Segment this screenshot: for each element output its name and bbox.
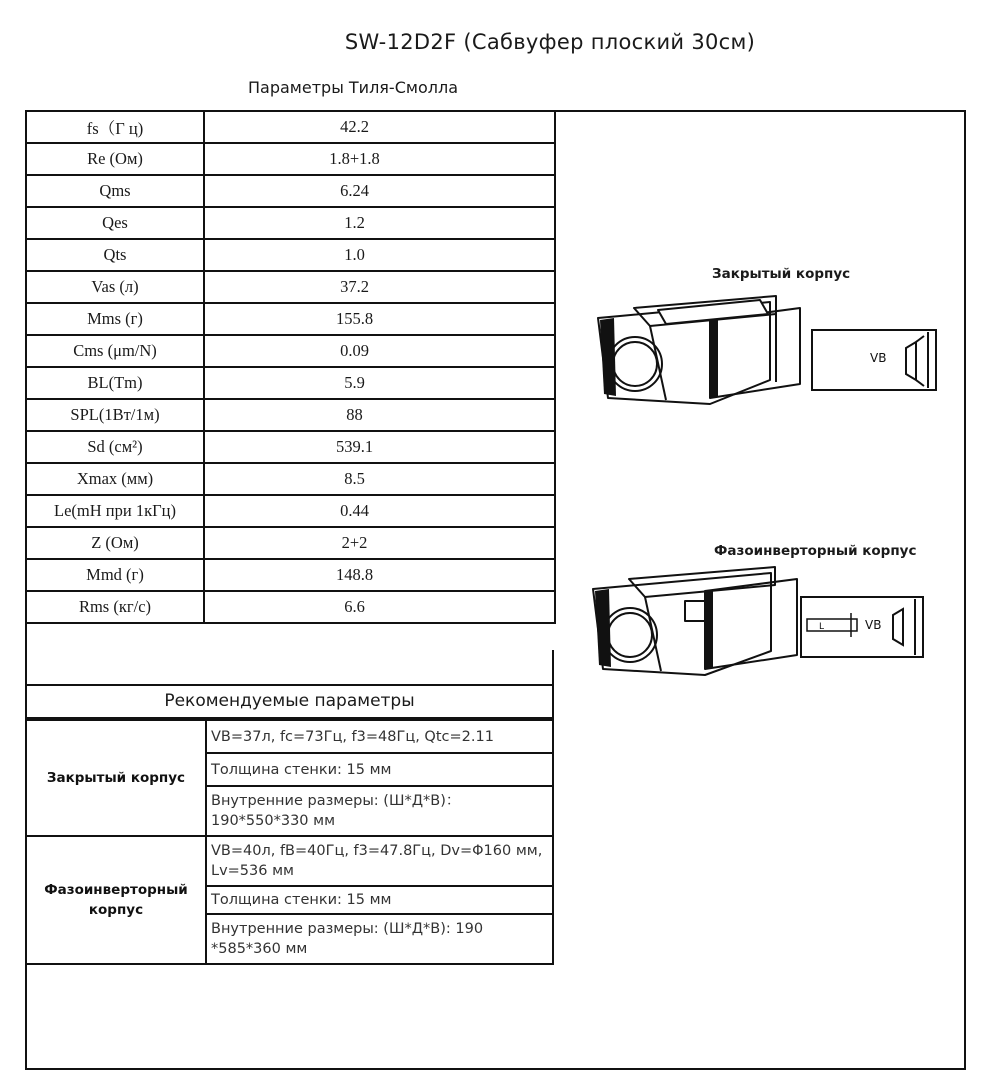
table-row xyxy=(26,175,555,207)
param-value-cell xyxy=(204,399,555,431)
recommended-table xyxy=(25,719,554,965)
param-value: 8.5 xyxy=(344,469,365,488)
param-name: Sd (см²) xyxy=(26,431,204,463)
param-name: Vas (л) xyxy=(26,271,204,303)
param-value-cell xyxy=(204,143,555,175)
ts-params-table xyxy=(25,110,556,624)
section-subtitle: Параметры Тиля-Смолла xyxy=(248,78,458,97)
param-value-cell xyxy=(204,303,555,335)
param-name: Rms (кг/с) xyxy=(26,591,204,623)
table-row xyxy=(26,591,555,623)
param-name: SPL(1Вт/1м) xyxy=(26,399,204,431)
table-row xyxy=(26,527,555,559)
param-value-cell xyxy=(204,207,555,239)
table-row xyxy=(26,271,555,303)
param-value-cell xyxy=(204,463,555,495)
table-row xyxy=(26,431,555,463)
ported-group-label: Фазоинверторный корпус xyxy=(26,836,206,964)
param-value: 1.8+1.8 xyxy=(329,149,380,168)
param-name: Le(mH при 1кГц) xyxy=(26,495,204,527)
closed-group-label: Закрытый корпус xyxy=(26,720,206,836)
table-row xyxy=(26,720,553,753)
param-value: 6.24 xyxy=(340,181,369,200)
table-row xyxy=(26,836,553,886)
param-name: Z (Ом) xyxy=(26,527,204,559)
param-value: 37.2 xyxy=(340,277,369,296)
param-name: fs（Г ц) xyxy=(26,111,204,143)
param-value-cell xyxy=(204,239,555,271)
param-value-cell xyxy=(204,495,555,527)
closed-row-3: Внутренние размеры: (Ш*Д*В)：190*550*330 мм xyxy=(206,786,553,836)
param-value: 1.0 xyxy=(344,245,365,264)
ported-row-3: Внутренние размеры: (Ш*Д*В): 190 *585*360 мм xyxy=(206,914,553,964)
param-value-cell xyxy=(204,367,555,399)
closed-row-2: Толщина стенки: 15 мм xyxy=(206,753,553,786)
param-value: 155.8 xyxy=(335,309,374,328)
param-name: Qms xyxy=(26,175,204,207)
closed-vb-label: VB xyxy=(870,351,887,365)
param-value-cell xyxy=(204,591,555,623)
param-name: Mmd (г) xyxy=(26,559,204,591)
param-value-cell xyxy=(204,271,555,303)
param-value-cell xyxy=(204,559,555,591)
param-name: Re (Ом) xyxy=(26,143,204,175)
param-name: Xmax (мм) xyxy=(26,463,204,495)
param-value-cell xyxy=(204,335,555,367)
table-row xyxy=(26,559,555,591)
table-row xyxy=(26,367,555,399)
param-value: 88 xyxy=(346,405,363,424)
param-value-cell xyxy=(204,175,555,207)
table-row xyxy=(26,239,555,271)
param-name: Cms (μm/N) xyxy=(26,335,204,367)
table-row xyxy=(26,303,555,335)
table-row xyxy=(26,495,555,527)
param-value: 2+2 xyxy=(341,533,368,552)
param-name: Qes xyxy=(26,207,204,239)
table-row xyxy=(26,111,555,143)
param-value-cell xyxy=(204,527,555,559)
ported-row-2: Толщина стенки: 15 мм xyxy=(206,886,553,914)
param-value: 0.09 xyxy=(340,341,369,360)
ported-vb-label: VB xyxy=(865,618,882,632)
blank-row xyxy=(25,650,554,686)
ported-box-drawing xyxy=(575,563,950,688)
recommended-heading: Рекомендуемые параметры xyxy=(25,686,554,719)
param-value: 539.1 xyxy=(335,437,374,456)
page-title: SW-12D2F (Сабвуфер плоский 30см) xyxy=(344,30,756,54)
param-value-cell xyxy=(204,111,555,143)
table-row xyxy=(26,463,555,495)
table-row xyxy=(26,335,555,367)
table-row xyxy=(26,143,555,175)
param-value-cell xyxy=(204,431,555,463)
closed-box-drawing xyxy=(590,290,950,415)
param-name: Mms (г) xyxy=(26,303,204,335)
table-row xyxy=(26,399,555,431)
param-value: 6.6 xyxy=(344,597,365,616)
param-value: 42.2 xyxy=(340,117,369,136)
closed-row-1: VB=37л, fc=73Гц, f3=48Гц, Qtc=2.11 xyxy=(206,720,553,753)
ported-port-length-label: L xyxy=(819,622,825,632)
param-value: 0.44 xyxy=(340,501,369,520)
table-row xyxy=(26,207,555,239)
param-name: BL(Tm) xyxy=(26,367,204,399)
param-value: 1.2 xyxy=(344,213,365,232)
param-value: 148.8 xyxy=(335,565,374,584)
ported-box-label: Фазоинверторный корпус xyxy=(714,543,917,559)
ported-row-1: VB=40л, fB=40Гц, f3=47.8Гц, Dv=Φ160 мм, Lv=536 мм xyxy=(206,836,553,886)
closed-box-label: Закрытый корпус xyxy=(712,266,851,282)
param-name: Qts xyxy=(26,239,204,271)
param-value: 5.9 xyxy=(344,373,365,392)
